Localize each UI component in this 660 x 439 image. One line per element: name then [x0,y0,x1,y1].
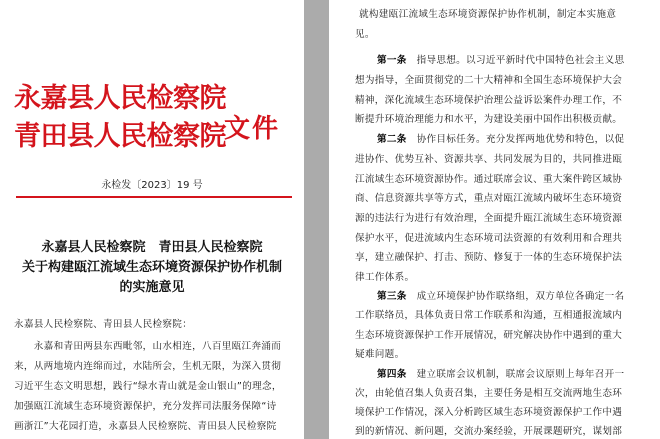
body-line [355,423,622,437]
body-line [355,210,622,224]
article-line [377,131,624,145]
body-line [355,249,622,263]
document-number: 永检发〔2023〕19 号 [101,180,203,191]
body-line [359,6,616,20]
article-text: 律工作体系。 [355,272,415,283]
article-text: 指导思想。以习近平新时代中国特色社会主义思 [416,55,625,66]
document-title-line-3: 的实施意见 [119,280,185,295]
article-text: 工作联络员，具体负责日常工作联系和沟通，互相通报流域内 [355,310,623,321]
article-text: 精神，深化流域生态环境保护治理公益诉讼案件办理工作，不 [355,95,623,106]
article-text: 进协作、优势互补、资源共享、共同发展为目的，共同推进瓯 [355,154,623,165]
article-text: 建立联席会议机制，联席会议原则上每年召开一 [416,369,625,380]
article-text: 境保护工作情况，深入分析跨区域生态环境资源保护工作中遇 [355,407,623,418]
article-text: 次，由轮值召集人负责召集，主要任务是相互交流两地生态环 [355,388,623,399]
document-title-line-1: 永嘉县人民检察院 青田县人民检察院 [41,240,263,255]
article-line [377,52,624,66]
issuing-org-2: 青田县人民检察院 [14,121,226,152]
article-text: 生态环境资源保护工作开展情况，研究解决协作中遇到的重大 [355,330,623,341]
body-line: 来，从两地境内连绵而过，水陆所会，生机无限，为深入贯彻 [14,361,282,372]
document-type-label: 文件 [224,114,281,144]
article-text: 疑难问题。 [355,349,405,360]
article-label: 第四条 [377,369,407,380]
body-line [355,307,622,321]
body-line: 永嘉和青田两县东西毗邻，山水相连，八百里瓯江奔涌而 [14,341,282,352]
article-text: 协作目标任务。充分发挥两地优势和特色，以促 [416,134,625,145]
article-text: 江流域生态环境资源协作。通过联席会议、重大案件跨区域协 [355,174,623,185]
body-line [355,92,622,106]
red-divider-line [16,196,292,198]
article-text: 商、信息资源共享等方式，重点对瓯江流域内破坏生态环境资 [355,193,623,204]
body-line [355,171,622,185]
issuing-org-1: 永嘉县人民检察院 [14,83,226,114]
body-line [355,72,622,86]
document-page-left [0,0,304,439]
body-line [355,26,375,40]
body-line [355,230,622,244]
article-text: 见。 [355,29,375,40]
article-text: 享，建立融保护、打击、预防、修复于一体的生态环境保护法 [355,252,623,263]
body-line: 加强瓯江流域生态环境资源保护，充分发挥司法服务保障“诗 [14,401,277,412]
document-header [14,76,294,152]
body-line [355,404,622,418]
document-page-right [329,0,660,439]
body-line [355,111,622,125]
article-text: 就构建瓯江流域生态环境资源保护协作机制，制定本实施意 [359,9,617,20]
body-line: 永嘉县人民检察院、青田县人民检察院： [14,319,193,330]
article-line [377,288,624,302]
article-label: 第二条 [377,134,407,145]
article-text: 断提升环境治理能力和水平，为建设美丽中国作出积极贡献。 [355,114,623,125]
body-line [355,327,622,341]
article-text: 成立环境保护协作联络组，双方单位各确定一名 [416,291,625,302]
article-text: 保护水平，促进流域内生态环境司法资源的有效利用和合理共 [355,233,623,244]
article-text: 想为指导，全面贯彻党的二十大精神和全国生态环境保护大会 [355,75,623,86]
article-text: 到的新情况、新问题，交流办案经验，开展课题研究，谋划部 [355,426,623,437]
article-line [377,366,624,380]
article-label: 第一条 [377,55,407,66]
article-label: 第三条 [377,291,407,302]
body-line [355,346,404,360]
body-line: 画浙江”大花园打造，永嘉县人民检察院、青田县人民检察院 [14,421,277,432]
body-line [355,151,622,165]
body-line [355,269,414,283]
body-line [355,385,622,399]
document-title-line-2: 关于构建瓯江流域生态环境资源保护协作机制 [21,260,282,275]
body-line [355,190,622,204]
article-text: 源的违法行为进行有效治理，全面提升瓯江流域生态环境资源 [355,213,623,224]
body-line: 习近平生态文明思想，践行“绿水青山就是金山银山”的理念， [14,381,282,392]
